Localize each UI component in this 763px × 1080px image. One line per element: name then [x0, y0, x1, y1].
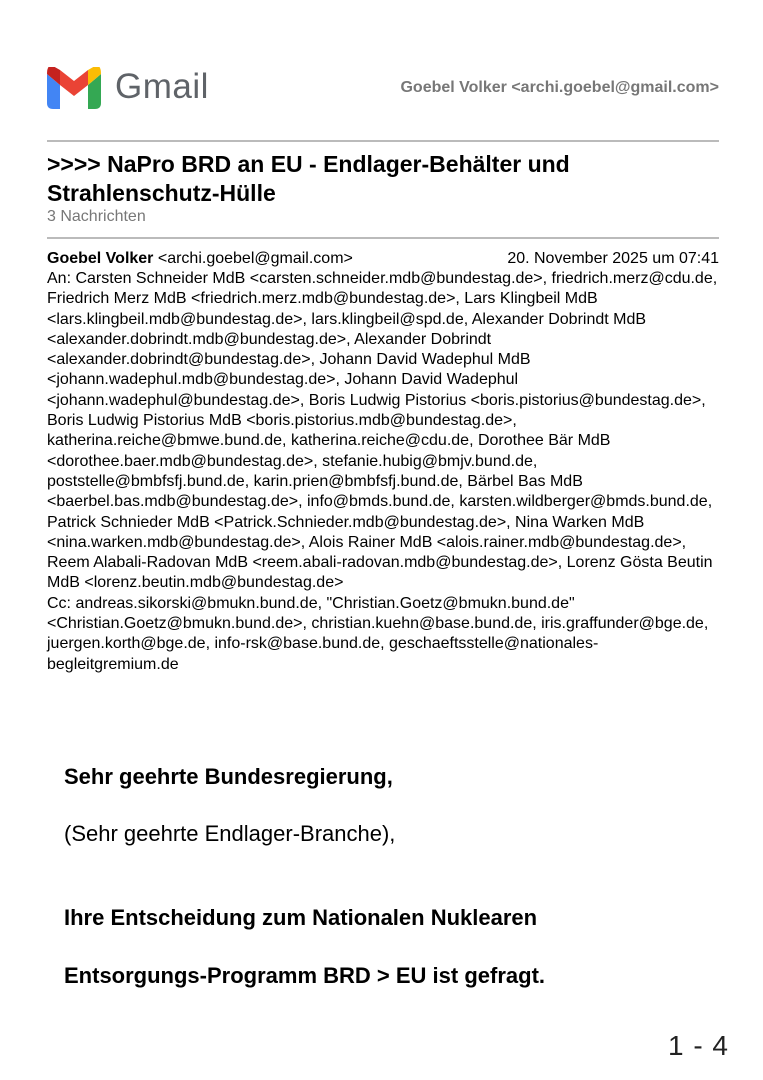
message-header: [47, 249, 719, 675]
account-label: Goebel Volker <archi.goebel@gmail.com>: [400, 79, 719, 96]
divider-subject: [47, 237, 719, 239]
decision-line-2: Entsorgungs-Programm BRD > EU ist gefragt.: [64, 963, 546, 988]
gmail-logo: [47, 66, 217, 110]
page-number: 1 - 4: [667, 1030, 729, 1061]
sender-row: [47, 249, 719, 269]
gmail-m-icon: [47, 67, 101, 109]
greeting-secondary: (Sehr geehrte Endlager-Branche),: [64, 821, 396, 846]
message-date: 20. November 2025 um 07:41: [507, 250, 719, 267]
sender-name: Goebel Volker: [47, 250, 154, 267]
message-count: 3 Nachrichten: [47, 208, 146, 225]
thread-subject: >>>> NaPro BRD an EU - Endlager-Behälter und Strahlenschutz-Hülle: [47, 151, 570, 206]
recipients-to: An: Carsten Schneider MdB <carsten.schneider.mdb@bundestag.de>, friedrich.merz@cdu.de, Friedrich Merz MdB <friedrich.merz.mdb@bundestag.de>, Lars Klingbeil MdB <lars.klingbeil.mdb@bundestag.de>, lars.klingbeil@spd.de, Alexander Dobrindt MdB <alexander.dobrindt.mdb@bundestag.de>, Alexander Dobrindt <alexander.dobrindt@bundestag.de>, Johann David Wadephul MdB <johann.wadephul.mdb@bundestag.de>, Johann David Wadephul <johann.wadephul@bundestag.de>, Boris Ludwig Pistorius <boris.pistorius@bundestag.de>, Boris Ludwig Pistorius MdB <boris.pistorius.mdb@bundestag.de>, katherina.reiche@bmwe.bund.de, katherina.reiche@cdu.de, Dorothee Bär MdB <dorothee.baer.mdb@bundestag.de>, stefanie.hubig@bmjv.bund.de, poststelle@bmbfsfj.bund.de, karin.prien@bmbfsfj.bund.de, Bärbel Bas MdB <baerbel.bas.mdb@bundestag.de>, info@bmds.bund.de, karsten.wildberger@bmds.bund.de, Patrick Schnieder MdB <Patrick.Schnieder.mdb@bundestag.de>, Nina Warken MdB <nina.warken.mdb@bundestag.de>, Alois Rainer MdB <alois.rainer.mdb@bundestag.de>, Reem Alabali-Radovan MdB <reem.abali-radovan.mdb@bundestag.de>, Lorenz Gösta Beutin MdB <lorenz.beutin.mdb@bundestag.de>: [47, 270, 718, 592]
decision-line-1: Ihre Entscheidung zum Nationalen Nuklearen: [64, 905, 538, 930]
divider-top: [47, 140, 719, 142]
greeting: Sehr geehrte Bundesregierung,: [64, 764, 393, 789]
sender-email: <archi.goebel@gmail.com>: [153, 250, 353, 267]
recipients-cc: Cc: andreas.sikorski@bmukn.bund.de, "Christian.Goetz@bmukn.bund.de" <Christian.Goetz@bmukn.bund.de>, christian.kuehn@base.bund.de, iris.graffunder@bge.de, juergen.korth@bge.de, info-rsk@base.bund.de, geschaeftsstelle@nationales-begleitgremium.de: [47, 594, 709, 673]
gmail-wordmark: Gmail: [115, 67, 209, 106]
print-header: [47, 64, 719, 110]
